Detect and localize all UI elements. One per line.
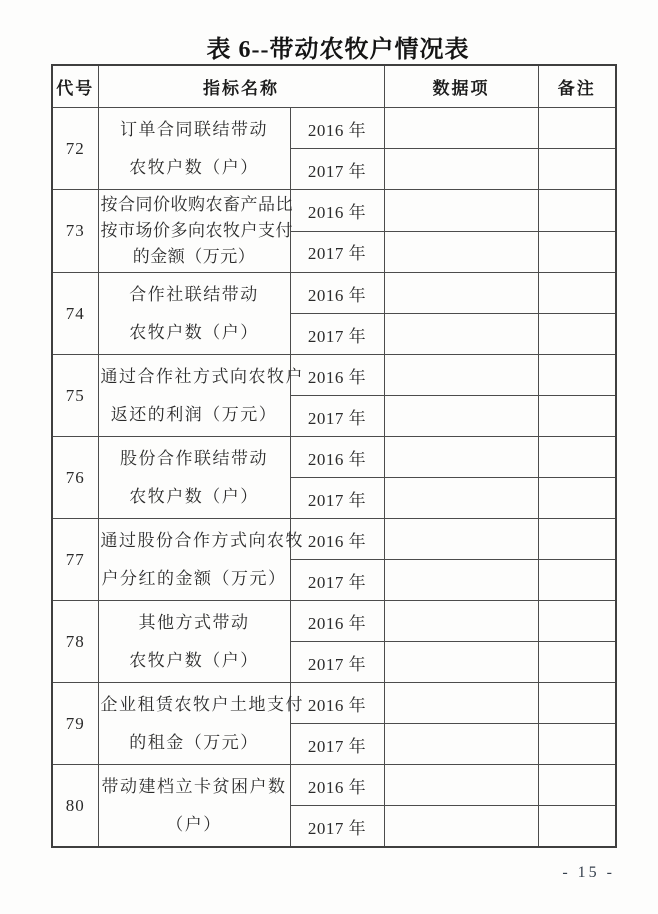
indicator-name-line: 通过股份合作方式向农牧 bbox=[100, 530, 304, 550]
table-row bbox=[52, 683, 616, 765]
data-item-cell bbox=[384, 560, 538, 601]
remark-cell bbox=[538, 724, 616, 765]
data-item-cell bbox=[384, 478, 538, 519]
year-cell: 2016 年 bbox=[290, 190, 384, 232]
year-cell: 2017 年 bbox=[290, 231, 384, 273]
indicator-name-line: 按合同价收购农畜产品比 bbox=[100, 195, 293, 214]
indicator-name-line: 股份合作联结带动 bbox=[120, 448, 268, 468]
data-item-cell bbox=[384, 108, 538, 149]
indicator-name-line: 的金额（万元） bbox=[132, 247, 256, 266]
indicator-name-cell bbox=[98, 683, 304, 765]
indicator-name-cell bbox=[98, 190, 293, 273]
table-row bbox=[52, 108, 616, 190]
sub-row-2016 bbox=[52, 683, 616, 724]
sub-row-2016 bbox=[52, 190, 616, 232]
table-row bbox=[52, 190, 616, 273]
indicator-name-cell bbox=[98, 601, 290, 683]
sub-row-2016 bbox=[52, 437, 616, 478]
indicator-name-cell bbox=[98, 765, 290, 848]
data-item-cell bbox=[384, 724, 538, 765]
indicator-name-line: 带动建档立卡贫困户数 bbox=[101, 776, 287, 796]
sub-row-2016 bbox=[52, 765, 616, 806]
remark-cell bbox=[538, 806, 616, 848]
data-item-cell bbox=[384, 806, 538, 848]
remark-cell bbox=[538, 273, 616, 314]
indicator-name-line: 合作社联结带动 bbox=[129, 284, 259, 304]
indicator-name-cell bbox=[98, 273, 290, 355]
data-item-cell bbox=[384, 273, 538, 314]
data-item-cell bbox=[384, 355, 538, 396]
code-cell: 73 bbox=[52, 190, 98, 273]
remark-cell bbox=[538, 601, 616, 642]
data-item-cell bbox=[384, 231, 538, 273]
sub-row-2016 bbox=[52, 601, 616, 642]
table-row bbox=[52, 601, 616, 683]
indicator-name-cell bbox=[98, 437, 290, 519]
code-cell: 79 bbox=[52, 683, 98, 765]
header-code: 代号 bbox=[52, 65, 98, 108]
table-row bbox=[52, 765, 616, 848]
header-data-item: 数据项 bbox=[384, 65, 538, 108]
remark-cell bbox=[538, 437, 616, 478]
sub-row-2016 bbox=[52, 273, 616, 314]
data-item-cell bbox=[384, 314, 538, 355]
data-item-cell bbox=[384, 437, 538, 478]
sub-row-2016 bbox=[52, 355, 616, 396]
year-cell: 2017 年 bbox=[290, 396, 384, 437]
table-row bbox=[52, 355, 616, 437]
remark-cell bbox=[538, 683, 616, 724]
data-item-cell bbox=[384, 519, 538, 560]
sub-row-2016 bbox=[52, 108, 616, 149]
table-header bbox=[52, 65, 616, 108]
code-cell: 74 bbox=[52, 273, 98, 355]
remark-cell bbox=[538, 231, 616, 273]
data-item-cell bbox=[384, 765, 538, 806]
indicator-name-line: 农牧户数（户） bbox=[129, 650, 259, 670]
indicator-name-line: 按市场价多向农牧户支付 bbox=[100, 221, 293, 240]
indicator-name-line: 的租金（万元） bbox=[129, 732, 259, 752]
code-cell: 72 bbox=[52, 108, 98, 190]
year-cell: 2017 年 bbox=[290, 149, 384, 190]
code-cell: 75 bbox=[52, 355, 98, 437]
table-row bbox=[52, 519, 616, 601]
indicators-table bbox=[51, 64, 617, 848]
data-item-cell bbox=[384, 683, 538, 724]
year-cell: 2016 年 bbox=[290, 519, 384, 560]
indicator-name-cell bbox=[98, 108, 290, 190]
year-cell: 2017 年 bbox=[290, 806, 384, 848]
remark-cell bbox=[538, 355, 616, 396]
year-cell: 2016 年 bbox=[290, 355, 384, 396]
code-cell: 77 bbox=[52, 519, 98, 601]
year-cell: 2016 年 bbox=[290, 683, 384, 724]
indicator-name-line: 通过合作社方式向农牧户 bbox=[100, 366, 304, 386]
indicator-name-line: 订单合同联结带动 bbox=[120, 119, 268, 139]
header-row bbox=[52, 65, 616, 108]
indicator-name-line: （户） bbox=[166, 814, 222, 834]
table-row bbox=[52, 437, 616, 519]
sub-row-2016 bbox=[52, 519, 616, 560]
page-number: - 15 - bbox=[562, 864, 615, 881]
code-cell: 78 bbox=[52, 601, 98, 683]
data-item-cell bbox=[384, 642, 538, 683]
indicator-name-line: 农牧户数（户） bbox=[129, 322, 259, 342]
year-cell: 2016 年 bbox=[290, 765, 384, 806]
year-cell: 2017 年 bbox=[290, 478, 384, 519]
code-cell: 76 bbox=[52, 437, 98, 519]
remark-cell bbox=[538, 765, 616, 806]
year-cell: 2017 年 bbox=[290, 560, 384, 601]
remark-cell bbox=[538, 560, 616, 601]
data-item-cell bbox=[384, 601, 538, 642]
indicator-name-line: 农牧户数（户） bbox=[129, 157, 259, 177]
remark-cell bbox=[538, 519, 616, 560]
data-item-cell bbox=[384, 190, 538, 232]
data-item-cell bbox=[384, 149, 538, 190]
remark-cell bbox=[538, 396, 616, 437]
year-cell: 2017 年 bbox=[290, 642, 384, 683]
year-cell: 2016 年 bbox=[290, 273, 384, 314]
remark-cell bbox=[538, 314, 616, 355]
remark-cell bbox=[538, 478, 616, 519]
code-cell: 80 bbox=[52, 765, 98, 848]
year-cell: 2017 年 bbox=[290, 314, 384, 355]
indicator-name-line: 户分红的金额（万元） bbox=[101, 568, 287, 588]
year-cell: 2016 年 bbox=[290, 108, 384, 149]
header-remark: 备注 bbox=[538, 65, 616, 108]
indicator-name-line: 企业租赁农牧户土地支付 bbox=[100, 694, 304, 714]
remark-cell bbox=[538, 108, 616, 149]
indicator-name-line: 农牧户数（户） bbox=[129, 486, 259, 506]
data-item-cell bbox=[384, 396, 538, 437]
indicator-name-line: 其他方式带动 bbox=[138, 612, 250, 632]
page-title: 表 6--带动农牧户情况表 bbox=[206, 37, 470, 63]
year-cell: 2017 年 bbox=[290, 724, 384, 765]
year-cell: 2016 年 bbox=[290, 601, 384, 642]
year-cell: 2016 年 bbox=[290, 437, 384, 478]
remark-cell bbox=[538, 190, 616, 232]
table-row bbox=[52, 273, 616, 355]
indicator-name-cell bbox=[98, 519, 304, 601]
indicator-name-line: 返还的利润（万元） bbox=[110, 404, 278, 424]
indicator-name-cell bbox=[98, 355, 304, 437]
remark-cell bbox=[538, 149, 616, 190]
header-indicator-name: 指标名称 bbox=[98, 65, 384, 108]
remark-cell bbox=[538, 642, 616, 683]
